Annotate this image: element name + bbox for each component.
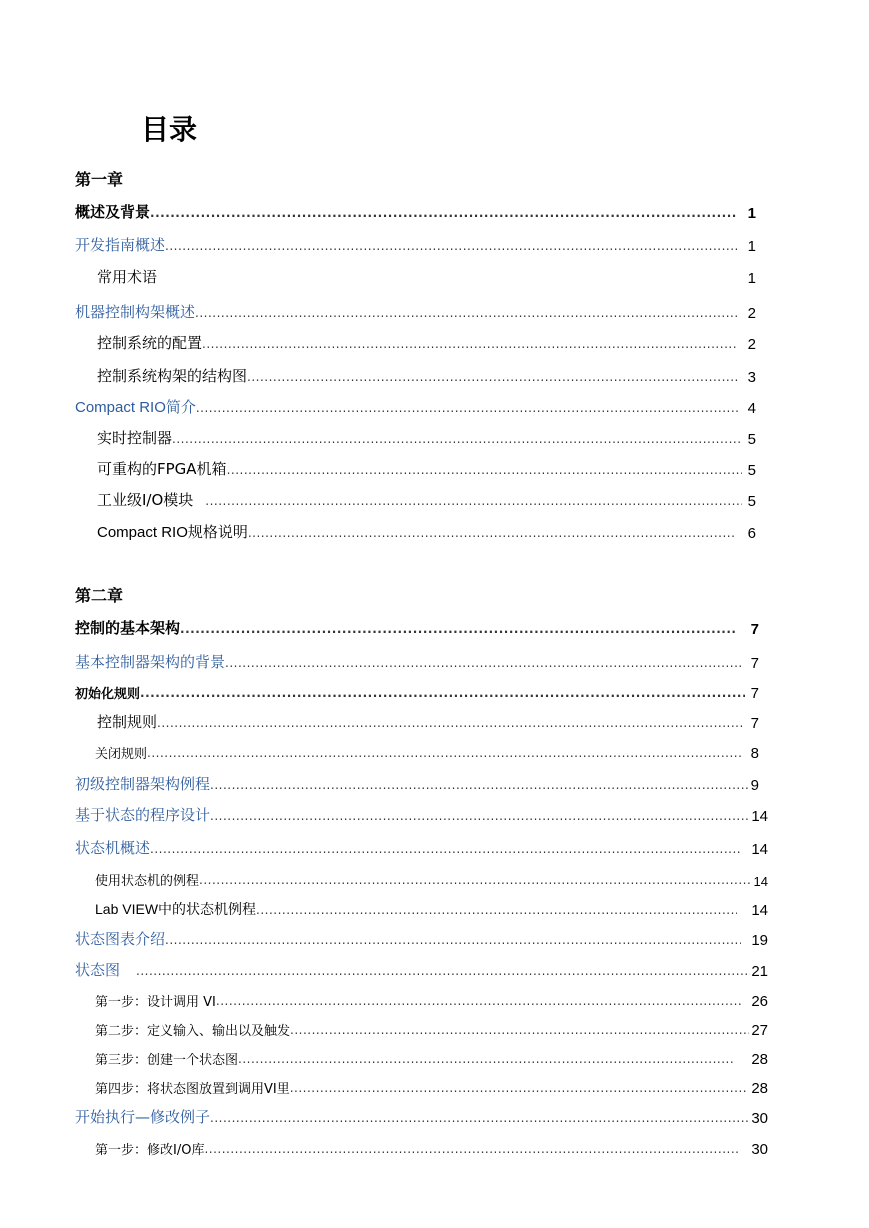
leader-dots bbox=[157, 716, 745, 732]
toc-entry[interactable] bbox=[75, 772, 759, 794]
toc-entry-page: 30 bbox=[751, 1110, 768, 1127]
toc-entry[interactable] bbox=[75, 836, 768, 858]
toc-entry-page: 7 bbox=[750, 655, 759, 672]
toc-entry[interactable] bbox=[75, 395, 756, 417]
leader-dots bbox=[136, 964, 750, 980]
toc-entry-label: 基本控制器架构的背景 bbox=[75, 653, 226, 671]
leader-dots bbox=[150, 206, 738, 222]
toc-entry-page: 7 bbox=[750, 715, 759, 732]
toc-entry[interactable] bbox=[97, 710, 759, 732]
chapter-heading: 第一章 bbox=[75, 170, 124, 189]
toc-entry-page: 2 bbox=[747, 336, 756, 353]
toc-entry-label: 初始化规则 bbox=[75, 687, 141, 702]
toc-entry-label: Lab VIEW中的状态机例程 bbox=[95, 901, 257, 917]
toc-entry-label: 基于状态的程序设计 bbox=[75, 806, 211, 824]
toc-entry-label: 工业级I/O模块 bbox=[97, 491, 194, 509]
leader-dots bbox=[196, 401, 738, 417]
toc-entry[interactable] bbox=[95, 897, 768, 919]
toc-entry-page: 26 bbox=[751, 993, 768, 1010]
toc-entry-label: 状态图 bbox=[75, 961, 121, 979]
toc-entry-label: 控制的基本架构 bbox=[75, 619, 181, 637]
toc-entry[interactable] bbox=[97, 265, 756, 287]
toc-entry-label: 关闭规则 bbox=[95, 747, 148, 762]
toc-entry-label: 初级控制器架构例程 bbox=[75, 775, 211, 793]
leader-dots bbox=[150, 842, 741, 858]
toc-entry-page: 14 bbox=[753, 874, 768, 889]
toc-entry[interactable] bbox=[75, 200, 756, 222]
toc-entry-page: 28 bbox=[751, 1080, 768, 1097]
toc-entry[interactable] bbox=[95, 1075, 768, 1097]
toc-entry-label: 第一步：修改I/O库 bbox=[95, 1143, 205, 1158]
toc-entry[interactable] bbox=[97, 331, 756, 353]
toc-entry-page: 5 bbox=[747, 431, 756, 448]
toc-entry-label: 常用术语 bbox=[97, 268, 158, 286]
toc-entry-label: 实时控制器 bbox=[97, 429, 173, 447]
leader-dots bbox=[290, 1081, 748, 1097]
leader-dots bbox=[238, 1052, 735, 1068]
leader-dots bbox=[227, 463, 742, 479]
toc-entry-page: 14 bbox=[751, 808, 768, 825]
toc-entry[interactable] bbox=[75, 680, 759, 702]
toc-entry-page: 7 bbox=[750, 685, 759, 702]
toc-entry-label: 第四步：将状态图放置到调用VI里 bbox=[95, 1082, 290, 1097]
toc-entry-label: 控制规则 bbox=[97, 713, 158, 731]
toc-entry[interactable] bbox=[75, 300, 756, 322]
toc-entry[interactable] bbox=[95, 1017, 768, 1039]
leader-dots bbox=[202, 337, 738, 353]
toc-entry[interactable] bbox=[75, 1105, 768, 1127]
toc-entry-label: 控制系统构架的结构图 bbox=[97, 367, 248, 385]
toc-entry-label: 第三步：创建一个状态图 bbox=[95, 1053, 239, 1068]
toc-entry-page: 21 bbox=[751, 963, 768, 980]
toc-entry-label: 机器控制构架概述 bbox=[75, 303, 196, 321]
toc-entry[interactable] bbox=[75, 616, 759, 638]
leader-dots bbox=[199, 873, 750, 889]
toc-entry[interactable] bbox=[95, 867, 768, 889]
leader-dots bbox=[205, 494, 741, 510]
toc-entry-label: 开发指南概述 bbox=[75, 236, 166, 254]
toc-entry[interactable] bbox=[95, 988, 768, 1010]
toc-entry[interactable] bbox=[95, 740, 759, 762]
toc-entry-label: Compact RIO简介 bbox=[75, 399, 196, 416]
leader-dots bbox=[225, 656, 741, 672]
toc-entry-label: 控制系统的配置 bbox=[97, 334, 203, 352]
toc-entry[interactable] bbox=[95, 1046, 768, 1068]
toc-entry-page: 4 bbox=[747, 400, 756, 417]
toc-entry[interactable] bbox=[97, 457, 756, 479]
toc-entry[interactable] bbox=[97, 520, 756, 542]
toc-entry[interactable] bbox=[75, 927, 768, 949]
toc-entry-page: 3 bbox=[747, 369, 756, 386]
toc-entry-label: 使用状态机的例程 bbox=[95, 874, 200, 889]
toc-entry-label: 状态机概述 bbox=[75, 839, 151, 857]
toc-entry[interactable] bbox=[75, 958, 768, 980]
toc-entry-page: 5 bbox=[747, 462, 756, 479]
leader-dots bbox=[195, 306, 738, 322]
leader-dots bbox=[172, 432, 742, 448]
leader-dots bbox=[248, 526, 736, 542]
leader-dots bbox=[180, 622, 737, 638]
toc-entry-label: 可重构的FPGA机箱 bbox=[97, 460, 227, 478]
leader-dots bbox=[147, 746, 743, 762]
toc-entry-page: 1 bbox=[747, 270, 756, 287]
toc-entry-page: 1 bbox=[747, 238, 756, 255]
toc-entry-page: 6 bbox=[747, 525, 756, 542]
toc-entry-label: 概述及背景 bbox=[75, 203, 151, 221]
toc-entry[interactable] bbox=[97, 426, 756, 448]
leader-dots bbox=[140, 686, 745, 702]
toc-entry-page: 5 bbox=[747, 493, 756, 510]
toc-entry-page: 19 bbox=[751, 932, 768, 949]
toc-entry-page: 9 bbox=[750, 777, 759, 794]
toc-entry-label: Compact RIO规格说明 bbox=[97, 524, 248, 541]
leader-dots bbox=[290, 1023, 749, 1039]
chapter-heading: 第二章 bbox=[75, 586, 124, 605]
toc-entry-page: 2 bbox=[747, 305, 756, 322]
leader-dots bbox=[210, 778, 749, 794]
toc-entry[interactable] bbox=[95, 1136, 768, 1158]
toc-entry-page: 14 bbox=[751, 841, 768, 858]
toc-entry-page: 1 bbox=[747, 205, 756, 222]
leader-dots bbox=[256, 903, 737, 919]
toc-title: 目录 bbox=[141, 113, 198, 146]
toc-entry[interactable] bbox=[75, 803, 768, 825]
toc-entry-page: 7 bbox=[750, 621, 759, 638]
toc-entry[interactable] bbox=[75, 233, 756, 255]
leader-dots bbox=[210, 1111, 749, 1127]
leader-dots bbox=[210, 809, 749, 825]
toc-entry[interactable] bbox=[75, 650, 759, 672]
leader-dots bbox=[165, 933, 741, 949]
toc-entry-label: 第二步：定义输入、输出以及触发 bbox=[95, 1024, 291, 1039]
leader-dots bbox=[216, 994, 743, 1010]
toc-entry-page: 14 bbox=[751, 902, 768, 919]
toc-entry-label: 状态图表介绍 bbox=[75, 930, 166, 948]
toc-entry[interactable] bbox=[97, 364, 756, 386]
toc-entry-page: 30 bbox=[751, 1141, 768, 1158]
toc-entry-page: 27 bbox=[751, 1022, 768, 1039]
toc-entry-label: 开始执行—修改例子 bbox=[75, 1108, 211, 1126]
leader-dots bbox=[165, 239, 738, 255]
toc-entry-page: 8 bbox=[750, 745, 759, 762]
toc-entry-page: 28 bbox=[751, 1051, 768, 1068]
leader-dots bbox=[247, 370, 738, 386]
toc-entry[interactable] bbox=[97, 488, 756, 510]
leader-dots bbox=[204, 1142, 739, 1158]
toc-entry-label: 第一步：设计调用 VI bbox=[95, 995, 216, 1010]
